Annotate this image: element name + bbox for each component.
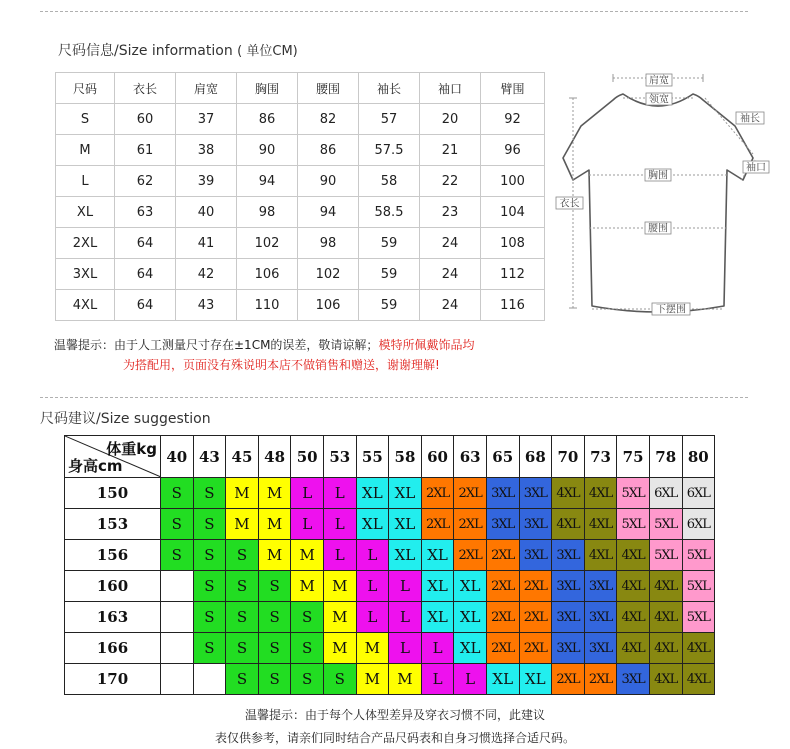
measurement-cell: 94	[298, 197, 359, 228]
weight-header-row	[65, 436, 715, 478]
size-suggestion-cell: L	[356, 602, 389, 633]
table-row	[65, 509, 715, 540]
measurement-cell: 58.5	[359, 197, 420, 228]
table-row	[65, 540, 715, 571]
size-suggestion-cell: M	[258, 509, 291, 540]
measurement-cell: 86	[298, 135, 359, 166]
measurement-cell: 94	[237, 166, 298, 197]
column-header: 尺码	[56, 73, 115, 104]
diagram-label-chest: 胸围	[648, 170, 668, 182]
shirt-diagram	[555, 68, 770, 330]
weight-header: 75	[617, 436, 650, 478]
measurement-cell: 21	[420, 135, 481, 166]
measurement-cell: 60	[115, 104, 176, 135]
size-suggestion-cell: XL	[519, 664, 552, 695]
measurement-cell: 112	[481, 259, 545, 290]
size-suggestion-cell: S	[291, 633, 324, 664]
size-info-unit: ( 单位CM)	[237, 44, 298, 59]
size-suggestion-cell: 4XL	[584, 540, 617, 571]
size-suggestion-cell: 3XL	[552, 602, 585, 633]
table-row	[56, 197, 545, 228]
size-suggestion-cell: 4XL	[584, 509, 617, 540]
weight-header: 73	[584, 436, 617, 478]
size-suggestion-cell: S	[258, 664, 291, 695]
size-suggestion-cell: 3XL	[519, 478, 552, 509]
measurement-cell: 102	[298, 259, 359, 290]
size-suggestion-cell: L	[323, 509, 356, 540]
size-suggestion-cell: M	[226, 478, 259, 509]
measurement-cell: 59	[359, 290, 420, 321]
size-suggestion-cell: M	[356, 664, 389, 695]
diagram-label-hem: 下摆围	[656, 304, 686, 316]
size-suggestion-cell: L	[389, 633, 422, 664]
size-suggestion-cell: 4XL	[682, 633, 715, 664]
size-suggestion-cell: 3XL	[552, 540, 585, 571]
middle-divider	[40, 397, 748, 398]
measurement-cell: 37	[176, 104, 237, 135]
size-suggestion-cell: 4XL	[552, 478, 585, 509]
size-suggestion-cell: 3XL	[584, 571, 617, 602]
measurement-cell: 59	[359, 228, 420, 259]
size-suggestion-cell: XL	[421, 571, 454, 602]
shirt-outline	[563, 94, 753, 312]
measurement-cell: 90	[237, 135, 298, 166]
size-suggestion-cell: 4XL	[617, 571, 650, 602]
weight-header: 68	[519, 436, 552, 478]
size-suggestion-cell: 2XL	[421, 509, 454, 540]
measurement-cell: 38	[176, 135, 237, 166]
size-suggestion-cell: 4XL	[649, 571, 682, 602]
size-suggestion-cell: XL	[389, 509, 422, 540]
size-suggestion-cell: 4XL	[584, 478, 617, 509]
size-suggestion-cell: S	[193, 571, 226, 602]
size-suggestion-cell: 2XL	[519, 633, 552, 664]
size-suggestion-cell: 5XL	[682, 602, 715, 633]
measurement-cell: 39	[176, 166, 237, 197]
size-suggestion-cell: 3XL	[486, 478, 519, 509]
measurement-cell: 98	[298, 228, 359, 259]
size-cell: 2XL	[56, 228, 115, 259]
table-row	[56, 166, 545, 197]
measurement-cell: 106	[237, 259, 298, 290]
size-suggestion-cell: S	[161, 509, 194, 540]
measurement-cell: 64	[115, 290, 176, 321]
size-suggestion-cell: L	[356, 571, 389, 602]
size-suggestion-cell: L	[454, 664, 487, 695]
measurement-cell: 41	[176, 228, 237, 259]
measurement-cell: 82	[298, 104, 359, 135]
size-suggestion-cell: XL	[454, 571, 487, 602]
measurement-cell: 92	[481, 104, 545, 135]
size-suggestion-cell: M	[291, 540, 324, 571]
size-cell: 3XL	[56, 259, 115, 290]
diagram-label-length: 衣长	[559, 198, 580, 210]
size-info-title-text: 尺码信息/Size information	[58, 43, 233, 59]
measurement-cell: 64	[115, 228, 176, 259]
measurement-cell: 108	[481, 228, 545, 259]
table-row	[65, 664, 715, 695]
measurement-tip-black: 温馨提示：由于人工测量尺寸存在±1CM的误差，敬请谅解；	[54, 338, 379, 352]
diagram-label-collar: 领宽	[649, 94, 669, 106]
size-suggestion-chart	[64, 435, 715, 695]
size-cell: XL	[56, 197, 115, 228]
table-row	[56, 135, 545, 166]
size-suggestion-cell: S	[226, 571, 259, 602]
table-row	[65, 571, 715, 602]
column-header: 衣长	[115, 73, 176, 104]
weight-header: 40	[161, 436, 194, 478]
weight-header: 50	[291, 436, 324, 478]
height-cell: 170	[65, 664, 161, 695]
size-suggestion-cell: L	[389, 571, 422, 602]
corner-weight-label: 体重kg	[106, 440, 157, 458]
weight-header: 60	[421, 436, 454, 478]
size-suggestion-cell: 2XL	[552, 664, 585, 695]
size-suggestion-cell: M	[323, 571, 356, 602]
size-suggestion-cell: 5XL	[682, 571, 715, 602]
measurement-cell: 96	[481, 135, 545, 166]
size-suggestion-cell: 5XL	[617, 478, 650, 509]
size-suggestion-cell: XL	[356, 478, 389, 509]
size-suggestion-cell: 3XL	[486, 509, 519, 540]
size-suggestion-cell: 4XL	[649, 633, 682, 664]
weight-header: 80	[682, 436, 715, 478]
measurement-cell: 104	[481, 197, 545, 228]
measurement-cell: 57.5	[359, 135, 420, 166]
corner-height-label: 身高cm	[68, 457, 123, 475]
size-suggestion-cell: 4XL	[552, 509, 585, 540]
weight-header: 43	[193, 436, 226, 478]
size-suggestion-cell: XL	[486, 664, 519, 695]
size-cell: L	[56, 166, 115, 197]
measurement-cell: 98	[237, 197, 298, 228]
size-suggestion-cell: S	[193, 602, 226, 633]
size-suggestion-cell: M	[258, 478, 291, 509]
measurement-cell: 64	[115, 259, 176, 290]
diagram-label-cuff: 袖口	[746, 162, 766, 174]
size-suggestion-cell: L	[421, 633, 454, 664]
diagram-label-sleeve-length: 袖长	[740, 113, 760, 125]
size-suggestion-cell: 4XL	[682, 664, 715, 695]
size-suggestion-cell: 2XL	[486, 571, 519, 602]
size-suggestion-cell: 5XL	[649, 540, 682, 571]
diagram-label-waist: 腰围	[648, 223, 668, 235]
measurement-cell: 59	[359, 259, 420, 290]
size-suggestion-cell: 4XL	[649, 602, 682, 633]
height-cell: 150	[65, 478, 161, 509]
weight-header: 55	[356, 436, 389, 478]
size-suggestion-cell: 2XL	[519, 571, 552, 602]
diagram-label-shoulder: 肩宽	[649, 75, 669, 87]
size-suggestion-cell: 3XL	[552, 571, 585, 602]
height-cell: 160	[65, 571, 161, 602]
measurement-cell: 100	[481, 166, 545, 197]
weight-header: 78	[649, 436, 682, 478]
size-suggestion-cell: 2XL	[454, 540, 487, 571]
table-row	[56, 290, 545, 321]
corner-cell	[65, 436, 161, 478]
measurement-cell: 24	[420, 228, 481, 259]
weight-header: 63	[454, 436, 487, 478]
size-suggestion-cell: S	[226, 664, 259, 695]
size-suggestion-cell: S	[161, 478, 194, 509]
size-suggestion-cell: XL	[454, 633, 487, 664]
column-header: 袖口	[420, 73, 481, 104]
measurement-cell: 22	[420, 166, 481, 197]
measurement-cell: 102	[237, 228, 298, 259]
size-suggestion-cell: S	[161, 540, 194, 571]
size-suggestion-cell: 6XL	[682, 509, 715, 540]
size-cell: 4XL	[56, 290, 115, 321]
measurement-cell: 24	[420, 259, 481, 290]
size-info-body	[56, 104, 545, 321]
table-row	[65, 478, 715, 509]
size-suggestion-cell: 2XL	[421, 478, 454, 509]
size-suggestion-cell: 5XL	[649, 509, 682, 540]
size-suggestion-cell: 6XL	[649, 478, 682, 509]
measurement-cell: 86	[237, 104, 298, 135]
measurement-cell: 40	[176, 197, 237, 228]
table-row	[56, 259, 545, 290]
size-suggestion-cell: S	[323, 664, 356, 695]
size-suggestion-cell: S	[193, 509, 226, 540]
size-suggestion-cell: L	[291, 509, 324, 540]
size-suggestion-cell: M	[389, 664, 422, 695]
measurement-cell: 42	[176, 259, 237, 290]
measurement-cell: 58	[359, 166, 420, 197]
size-suggestion-cell: 2XL	[486, 633, 519, 664]
size-suggestion-cell: S	[193, 633, 226, 664]
weight-header: 65	[486, 436, 519, 478]
size-suggestion-cell: L	[389, 602, 422, 633]
size-suggestion-cell: 2XL	[486, 540, 519, 571]
measurement-cell: 43	[176, 290, 237, 321]
weight-header: 45	[226, 436, 259, 478]
size-suggestion-cell	[161, 633, 194, 664]
size-info-title	[58, 40, 298, 60]
size-suggestion-cell: S	[226, 633, 259, 664]
size-suggestion-cell: S	[226, 602, 259, 633]
size-suggestion-cell: 3XL	[584, 633, 617, 664]
measurement-cell: 24	[420, 290, 481, 321]
height-cell: 166	[65, 633, 161, 664]
size-suggestion-cell: M	[323, 633, 356, 664]
size-suggestion-cell: M	[291, 571, 324, 602]
size-suggestion-cell	[161, 571, 194, 602]
weight-header: 53	[323, 436, 356, 478]
size-suggestion-cell: S	[291, 664, 324, 695]
measurement-cell: 57	[359, 104, 420, 135]
size-suggestion-cell	[161, 664, 194, 695]
size-suggestion-cell: M	[356, 633, 389, 664]
size-suggestion-cell: XL	[454, 602, 487, 633]
measurement-cell: 20	[420, 104, 481, 135]
measurement-tip	[54, 335, 474, 375]
size-suggestion-title: 尺码建议/Size suggestion	[40, 411, 211, 427]
weight-header: 70	[552, 436, 585, 478]
size-suggestion-cell: S	[226, 540, 259, 571]
size-suggestion-cell: 2XL	[454, 478, 487, 509]
size-suggestion-cell: L	[323, 478, 356, 509]
size-info-table	[55, 72, 545, 321]
height-cell: 153	[65, 509, 161, 540]
measurement-cell: 110	[237, 290, 298, 321]
suggestion-tip-line1: 温馨提示：由于每个人体型差异及穿衣习惯不同，此建议	[244, 708, 545, 722]
size-suggestion-cell: L	[421, 664, 454, 695]
size-suggestion-cell: 5XL	[617, 509, 650, 540]
height-cell: 156	[65, 540, 161, 571]
column-header: 袖长	[359, 73, 420, 104]
measurement-cell: 63	[115, 197, 176, 228]
measurement-cell: 106	[298, 290, 359, 321]
size-suggestion-cell	[193, 664, 226, 695]
size-suggestion-cell: XL	[421, 540, 454, 571]
size-suggestion-cell: 2XL	[584, 664, 617, 695]
size-suggestion-cell: XL	[389, 478, 422, 509]
size-suggestion-cell: 6XL	[682, 478, 715, 509]
size-suggestion-cell: 2XL	[486, 602, 519, 633]
table-row	[56, 228, 545, 259]
size-info-header-row	[56, 73, 545, 104]
size-suggestion-cell: M	[226, 509, 259, 540]
height-cell: 163	[65, 602, 161, 633]
size-suggestion-cell: 2XL	[519, 602, 552, 633]
size-suggestion-cell: S	[258, 602, 291, 633]
size-suggestion-cell: 3XL	[552, 633, 585, 664]
size-suggestion-cell: 3XL	[519, 509, 552, 540]
size-cell: S	[56, 104, 115, 135]
column-header: 胸围	[237, 73, 298, 104]
measurement-tip-line1	[54, 335, 474, 355]
weight-header: 48	[258, 436, 291, 478]
size-suggestion-cell: XL	[421, 602, 454, 633]
measurement-tip-red1: 模特所佩戴饰品均	[378, 338, 475, 352]
size-suggestion-cell: M	[258, 540, 291, 571]
column-header: 腰围	[298, 73, 359, 104]
size-suggestion-cell: L	[291, 478, 324, 509]
size-cell: M	[56, 135, 115, 166]
size-suggestion-cell: 5XL	[682, 540, 715, 571]
table-row	[65, 633, 715, 664]
table-row	[56, 104, 545, 135]
size-suggestion-cell: 3XL	[519, 540, 552, 571]
column-header: 肩宽	[176, 73, 237, 104]
size-suggestion-cell: 4XL	[617, 540, 650, 571]
measurement-cell: 116	[481, 290, 545, 321]
size-suggestion-cell: L	[356, 540, 389, 571]
size-suggestion-cell	[161, 602, 194, 633]
size-suggestion-cell: S	[193, 540, 226, 571]
size-suggestion-cell: M	[323, 602, 356, 633]
size-suggestion-cell: 4XL	[617, 602, 650, 633]
size-suggestion-cell: S	[258, 571, 291, 602]
column-header: 臂围	[481, 73, 545, 104]
measurement-tip-red2: 为搭配用，页面没有殊说明本店不做销售和赠送，谢谢理解!	[123, 358, 440, 372]
measurement-cell: 61	[115, 135, 176, 166]
size-suggestion-cell: S	[291, 602, 324, 633]
size-suggestion-cell: L	[323, 540, 356, 571]
size-suggestion-cell: 4XL	[649, 664, 682, 695]
size-suggestion-cell: 2XL	[454, 509, 487, 540]
size-suggestion-cell: S	[258, 633, 291, 664]
measurement-cell: 62	[115, 166, 176, 197]
weight-header: 58	[389, 436, 422, 478]
size-suggestion-cell: 3XL	[584, 602, 617, 633]
size-suggestion-cell: XL	[356, 509, 389, 540]
measurement-cell: 90	[298, 166, 359, 197]
size-suggestion-body	[65, 436, 715, 695]
suggestion-tip-line2: 表仅供参考，请亲们同时结合产品尺码表和自身习惯选择合适尺码。	[214, 731, 575, 745]
size-suggestion-cell: XL	[389, 540, 422, 571]
top-divider	[40, 11, 748, 12]
size-suggestion-cell: 4XL	[617, 633, 650, 664]
size-suggestion-cell: 3XL	[617, 664, 650, 695]
table-row	[65, 602, 715, 633]
measurement-cell: 23	[420, 197, 481, 228]
size-suggestion-cell: S	[193, 478, 226, 509]
